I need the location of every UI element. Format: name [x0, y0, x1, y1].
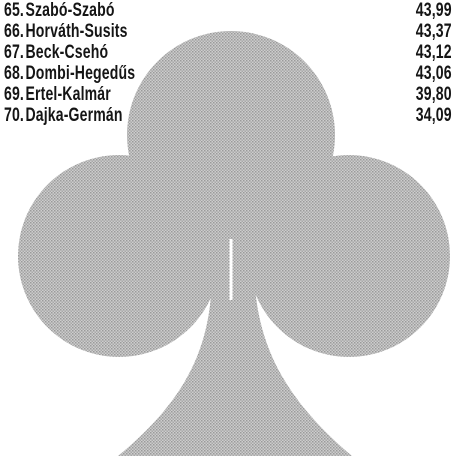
score-value: 34,09: [415, 105, 452, 126]
rank-number: 65.: [4, 0, 24, 21]
result-row-65: [4, 0, 452, 21]
score-value: 43,99: [415, 0, 452, 21]
score-value: 43,06: [415, 63, 452, 84]
result-row-67: [4, 42, 452, 63]
result-row-70: [4, 105, 452, 126]
rank-number: 69.: [4, 84, 24, 105]
result-row-68: [4, 63, 452, 84]
pair-name: Beck-Csehó: [25, 42, 109, 63]
results-list: [4, 0, 452, 126]
result-row-66: [4, 21, 452, 42]
rank-number: 68.: [4, 63, 24, 84]
score-value: 39,80: [415, 84, 452, 105]
pair-name: Horváth-Susits: [25, 21, 128, 42]
score-value: 43,12: [415, 42, 452, 63]
pair-name: Szabó-Szabó: [25, 0, 115, 21]
result-row-69: [4, 84, 452, 105]
rank-number: 70.: [4, 105, 24, 126]
pair-name: Dajka-Germán: [25, 105, 123, 126]
rank-number: 66.: [4, 21, 24, 42]
score-value: 43,37: [415, 21, 452, 42]
rank-number: 67.: [4, 42, 24, 63]
pair-name: Dombi-Hegedűs: [25, 63, 136, 84]
pair-name: Ertel-Kalmár: [25, 84, 111, 105]
